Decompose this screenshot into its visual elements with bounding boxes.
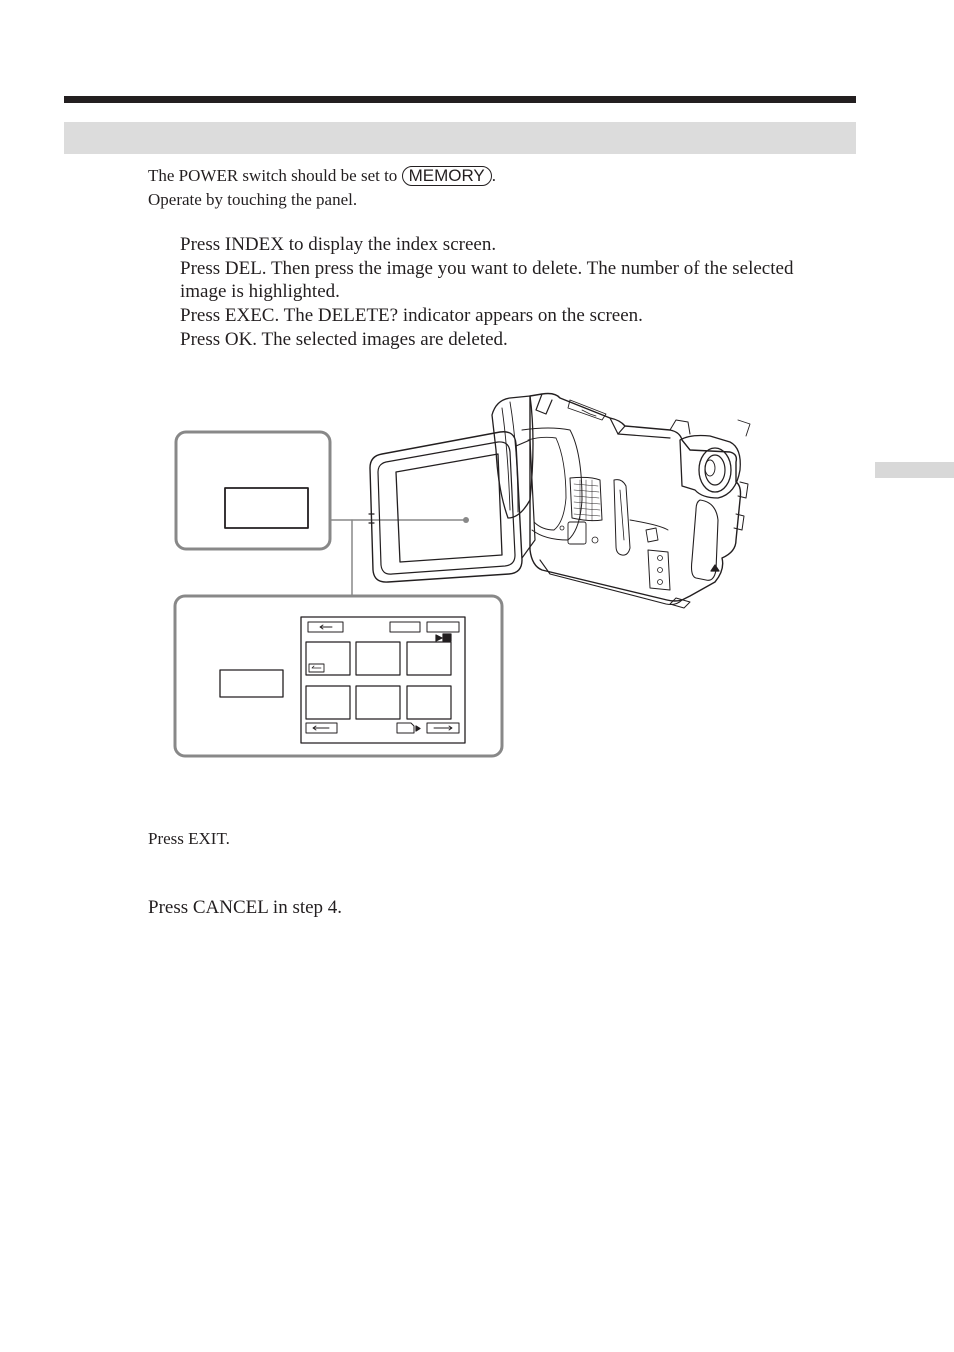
cancel-note: Press CANCEL in step 4. <box>148 897 343 918</box>
top-rule <box>64 96 856 103</box>
operate-instruction: Operate by touching the panel. <box>148 190 358 209</box>
forward-arrow-icon <box>434 726 452 730</box>
thumbnail-3 <box>407 642 451 675</box>
steps-list <box>180 233 820 352</box>
callout-box-index <box>176 432 330 549</box>
folder-icon <box>397 723 414 733</box>
memory-mode-badge: MEMORY <box>402 166 492 186</box>
camcorder-illustration <box>170 390 770 765</box>
power-instruction <box>148 166 496 186</box>
power-text: The POWER switch should be set to <box>148 166 398 185</box>
del-button-outline <box>220 670 283 697</box>
index-button-outline <box>225 488 308 528</box>
section-side-tab <box>875 462 954 478</box>
thumbnail-4 <box>306 686 350 719</box>
exit-note: Press EXIT. <box>148 829 230 848</box>
power-end: . <box>491 166 497 185</box>
screen-button-b <box>427 622 459 632</box>
section-header-band <box>64 122 856 154</box>
callout-box-index-screen <box>175 596 502 756</box>
thumbnail-6 <box>407 686 451 719</box>
return-icon <box>320 625 332 629</box>
thumbnail-2 <box>356 642 400 675</box>
step-4: Press OK. The selected images are deleted. <box>180 328 508 350</box>
back-arrow-icon <box>313 726 329 730</box>
step-1: Press INDEX to display the index screen. <box>180 234 497 255</box>
thumbnail-5 <box>356 686 400 719</box>
thumbnail-1 <box>306 642 350 675</box>
lcd-screen <box>396 454 502 562</box>
step-3: Press EXEC. The DELETE? indicator appears on the screen. <box>180 305 643 327</box>
play-indicator-square <box>443 634 451 641</box>
index-screen <box>301 617 465 743</box>
step-2: Press DEL. Then press the image you want to delete. The number of the selected image is highlighted. <box>180 257 794 303</box>
screen-button-a <box>390 622 420 632</box>
play-icon <box>436 635 442 641</box>
camcorder-body <box>492 394 750 609</box>
